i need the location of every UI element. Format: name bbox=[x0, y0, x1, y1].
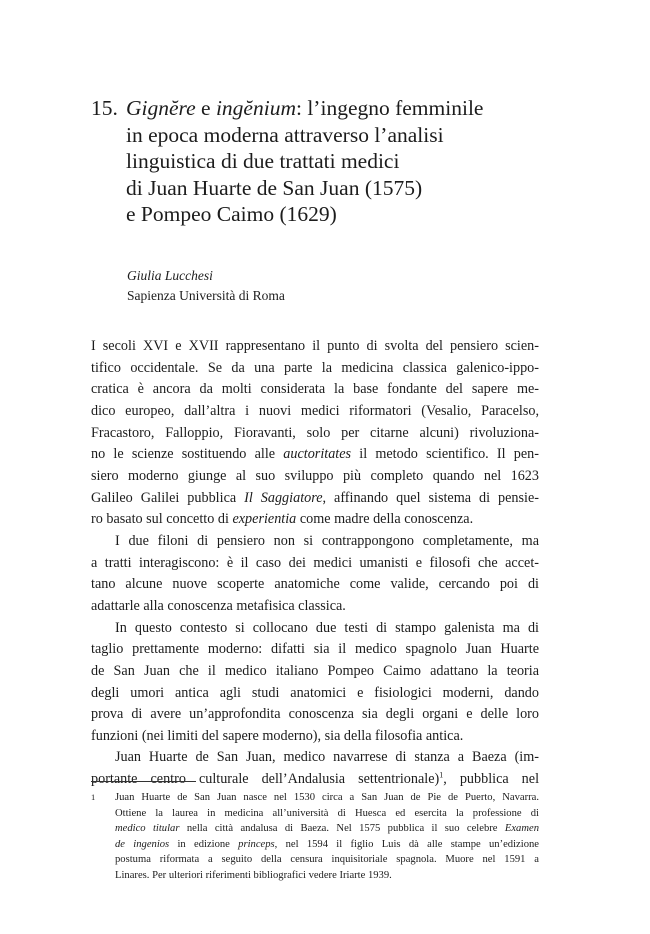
text-run: Galileo Galilei pubblica bbox=[91, 489, 245, 506]
text-line: tano alcune nuove scoperte anatomiche come valide, cercando poi di bbox=[91, 576, 539, 593]
footnote-mark: 1 bbox=[91, 792, 96, 802]
italic-title: de ingenios bbox=[115, 838, 170, 850]
text-run: , nel 1594 il figlio Luis dà alle stampe un’edizione bbox=[274, 838, 539, 850]
author-name: Giulia Lucchesi bbox=[127, 268, 213, 283]
italic-term: auctoritates bbox=[283, 446, 352, 463]
footnote bbox=[91, 790, 539, 884]
text-run: come madre della conoscenza. bbox=[296, 511, 474, 528]
title-connector: e bbox=[195, 96, 216, 120]
title-line: linguistica di due trattati medici bbox=[126, 149, 400, 174]
text-line: degli umori antica agli studi anatomici e fisiologici moderni, dando bbox=[91, 684, 539, 701]
title-word-ingenium: ingĕnium bbox=[215, 96, 296, 120]
italic-term: princeps bbox=[238, 838, 275, 850]
italic-term: medico titular bbox=[115, 823, 180, 835]
text-line: cratica è ancora da molti considerata la base fondante del sapere me- bbox=[91, 381, 539, 398]
text-line: adattarle alla conoscenza metafisica classica. bbox=[91, 597, 346, 614]
chapter-number: 15. bbox=[91, 96, 118, 120]
text-run: portante centro culturale dell’Andalusia settentrionale) bbox=[91, 771, 440, 788]
author-affiliation: Sapienza Università di Roma bbox=[127, 288, 285, 303]
footnote-divider bbox=[91, 781, 196, 782]
author-block bbox=[127, 266, 285, 306]
text-line: de San Juan che il medico italiano Pompeo Caimo adattano la teoria bbox=[91, 662, 539, 679]
title-line: e Pompeo Caimo (1629) bbox=[126, 202, 337, 227]
text-line bbox=[91, 444, 539, 466]
text-line: dico europeo, dall’altra i nuovi medici riformatori (Vesalio, Paracelso, bbox=[91, 402, 539, 419]
italic-term: experientia bbox=[232, 511, 297, 528]
footnote-line: Ottiene la laurea in medicina all’università di Huesca ed esercita la professione di bbox=[115, 807, 539, 819]
text-line: I due filoni di pensiero non si contrappongono completamente, ma bbox=[115, 532, 539, 549]
text-run: il metodo scientifico. Il pen- bbox=[351, 446, 539, 463]
text-line: prova di avere un’approfondita conoscenza sia degli organi e delle loro bbox=[91, 706, 539, 723]
text-run: , affinando quel sistema di pensie- bbox=[322, 489, 540, 506]
footnote-text bbox=[91, 790, 539, 884]
text-run: , pubblica nel bbox=[443, 771, 540, 788]
text-line: siero moderno giunge al suo sviluppo più completo quando nel 1623 bbox=[91, 467, 539, 484]
text-line bbox=[91, 769, 539, 791]
text-run: in edizione bbox=[169, 838, 239, 850]
chapter-title bbox=[91, 95, 551, 228]
text-line: In questo contesto si collocano due testi di stampo galenista ma di bbox=[115, 619, 539, 636]
text-line: I secoli XVI e XVII rappresentano il punto di svolta del pensiero scien- bbox=[91, 338, 539, 354]
footnote-line: Linares. Per ulteriori riferimenti bibliografici vedere Iriarte 1939. bbox=[115, 869, 392, 881]
italic-title: Il Saggiatore bbox=[244, 489, 323, 506]
text-line bbox=[91, 509, 539, 531]
text-line: tifico occidentale. Se da una parte la medicina classica galenico-ippo- bbox=[91, 359, 539, 376]
footnote-line bbox=[115, 821, 539, 837]
text-run: ro basato sul concetto di bbox=[91, 511, 233, 528]
title-line bbox=[91, 95, 551, 122]
footnote-reference[interactable]: 1 bbox=[439, 770, 444, 780]
text-line: Juan Huarte de San Juan, medico navarrese di stanza a Baeza (im- bbox=[115, 749, 539, 766]
footnote-line bbox=[115, 837, 539, 853]
title-word-gignere: Gignĕre bbox=[126, 96, 196, 120]
title-text: : l’ingegno femminile bbox=[295, 96, 484, 120]
text-line: taglio prettamente moderno: difatti sia il medico spagnolo Juan Huarte bbox=[91, 641, 539, 658]
text-line: funzioni (nei limiti del sapere moderno), sia della filosofia antica. bbox=[91, 727, 464, 744]
title-line: di Juan Huarte de San Juan (1575) bbox=[126, 175, 423, 200]
body-text bbox=[91, 336, 539, 791]
title-line: in epoca moderna attraverso l’analisi bbox=[126, 122, 444, 147]
footnote-line: Juan Huarte de San Juan nasce nel 1530 circa a San Juan de Pie de Puerto, Navarra. bbox=[115, 792, 539, 803]
italic-title: Examen bbox=[504, 823, 539, 835]
text-line bbox=[91, 488, 539, 510]
footnote-line: postuma riformata a seguito della censura inquisitoriale spagnola. Muore nel 1591 a bbox=[115, 854, 539, 866]
text-line: Fracastoro, Falloppio, Fioravanti, solo per citarne alcuni) rivoluziona- bbox=[91, 424, 539, 441]
text-run: nella città andalusa di Baeza. Nel 1575 pubblica il suo celebre bbox=[179, 823, 505, 835]
text-line: a tratti interagiscono: è il caso dei medici umanisti e filosofi che accet- bbox=[91, 554, 539, 571]
text-run: no le scienze sostituendo alle bbox=[91, 446, 284, 463]
